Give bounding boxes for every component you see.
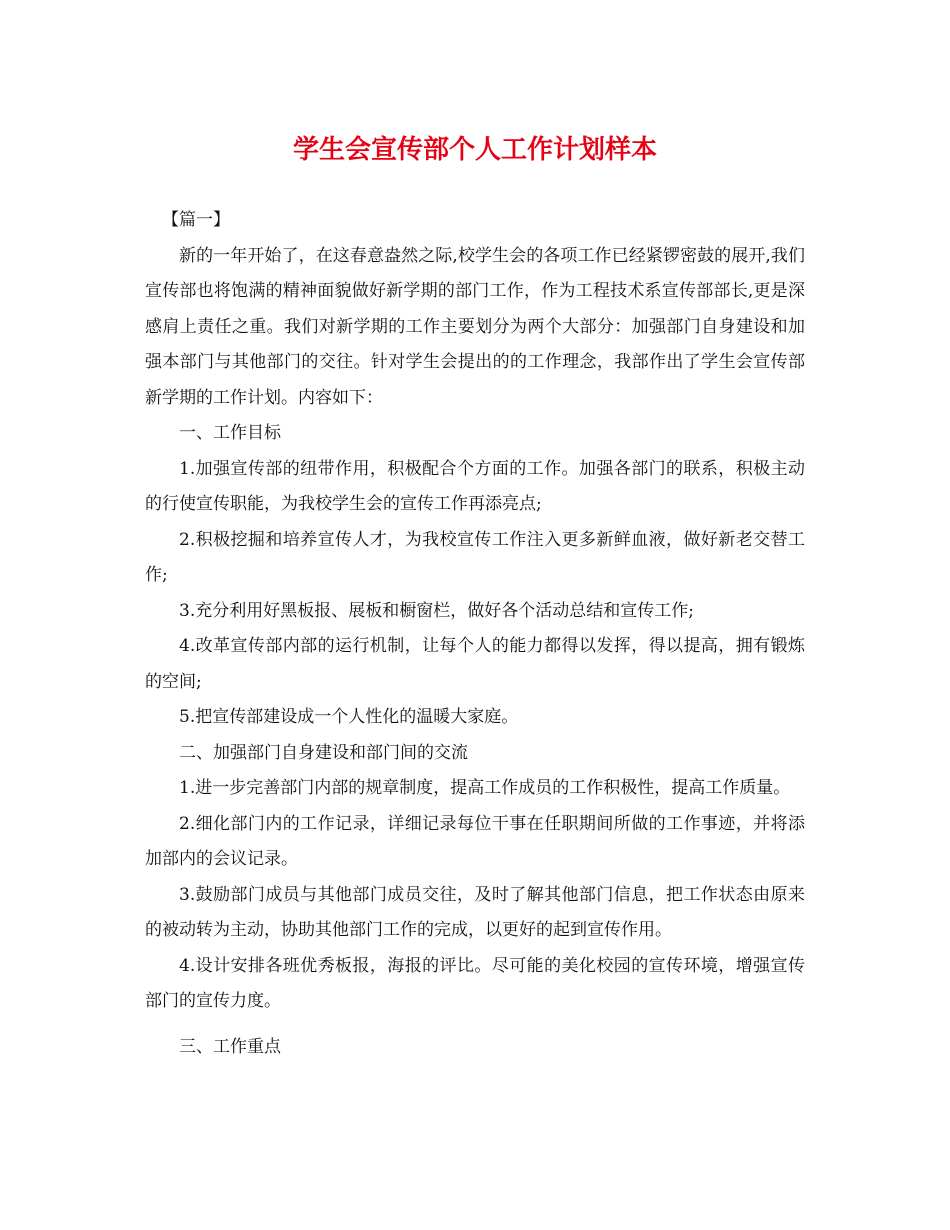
exchange-item-4: 4.设计安排各班优秀板报，海报的评比。尽可能的美化校园的宣传环境，增强宣传部门的宣传力度。 <box>145 955 805 1011</box>
section-heading-goals: 一、工作目标 <box>179 423 281 443</box>
goal-item-1: 1.加强宣传部的纽带作用，积极配合个方面的工作。加强各部门的联系，积极主动的行使宣传职能，为我校学生会的宣传工作再添亮点; <box>145 458 805 514</box>
goal-item-3: 3.充分利用好黑板报、展板和橱窗栏，做好各个活动总结和宣传工作; <box>179 600 694 621</box>
goal-item-2: 2.积极挖掘和培养宣传人才，为我校宣传工作注入更多新鲜血液，做好新老交替工作; <box>145 529 805 585</box>
document-body <box>145 203 805 1065</box>
goal-item-5: 5.把宣传部建设成一个人性化的温暖大家庭。 <box>179 707 519 727</box>
section-heading-exchange: 二、加强部门自身建设和部门间的交流 <box>179 742 468 763</box>
goal-item-4: 4.改革宣传部内部的运行机制，让每个人的能力都得以发挥，得以提高，拥有锻炼的空间; <box>145 636 805 692</box>
exchange-item-1: 1.进一步完善部门内部的规章制度，提高工作成员的工作积极性，提高工作质量。 <box>179 778 791 798</box>
section-heading-focus: 三、工作重点 <box>179 1036 281 1057</box>
exchange-item-2: 2.细化部门内的工作记录，详细记录每位干事在任职期间所做的工作事迹，并将添加部内的会议记录。 <box>145 813 805 869</box>
exchange-item-3: 3.鼓励部门成员与其他部门成员交往，及时了解其他部门信息，把工作状态由原来的被动转为主动，协助其他部门工作的完成，以更好的起到宣传作用。 <box>145 884 805 940</box>
intro-paragraph: 新的一年开始了，在这春意盎然之际,校学生会的各项工作已经紧锣密鼓的展开,我们宣传部也将饱满的精神面貌做好新学期的部门工作，作为工程技术系宣传部部长,更是深感肩上责任之重。我们对新学期的工作主要划分为两个大部分：加强部门自身建设和加强本部门与其他部门的交往。针对学生会提出的的工作理念，我部作出了学生会宣传部新学期的工作计划。内容如下： <box>145 245 805 408</box>
document-title: 学生会宣传部个人工作计划样本 <box>292 135 657 165</box>
section-tag: 【篇一】 <box>162 210 230 230</box>
